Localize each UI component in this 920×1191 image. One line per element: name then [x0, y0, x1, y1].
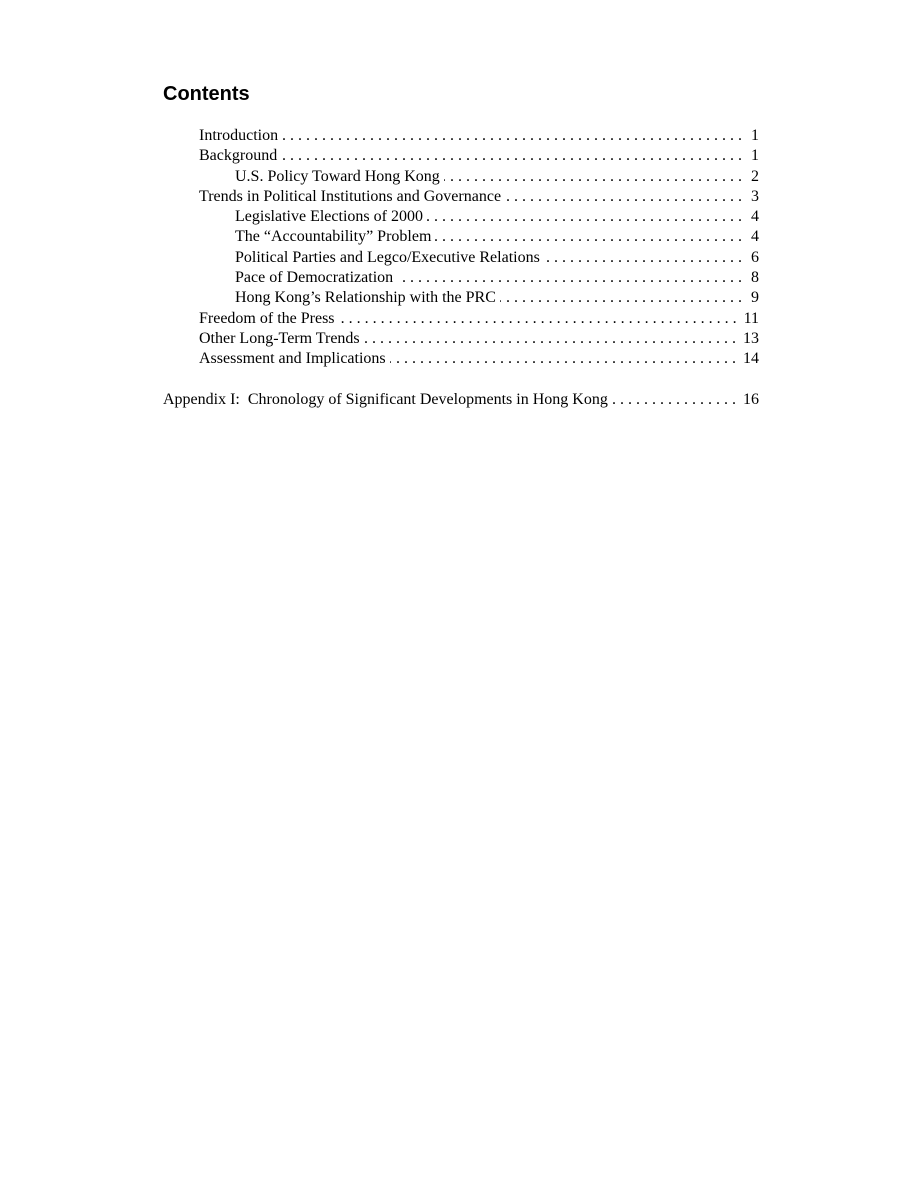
toc-entry-title: U.S. Policy Toward Hong Kong: [235, 167, 440, 185]
toc-entry-page: 4: [751, 208, 759, 226]
dot-leader: [435, 227, 742, 247]
toc-entry-title: Assessment and Implications: [199, 350, 386, 368]
toc-entry-page: 3: [751, 187, 759, 205]
dot-leader: [364, 329, 736, 349]
toc-entry-title: Hong Kong’s Relationship with the PRC: [235, 289, 496, 307]
toc-entry-title: Freedom of the Press: [199, 309, 335, 327]
toc-entry-trends-political-institutions[interactable]: [163, 187, 759, 207]
toc-entry-page: 6: [751, 248, 759, 266]
toc-entry-pace-of-democratization[interactable]: [163, 268, 759, 288]
toc-entry-relationship-with-prc[interactable]: [163, 288, 759, 308]
toc-entry-title: Introduction: [199, 127, 279, 144]
contents-heading: Contents: [163, 83, 250, 105]
dot-leader: [397, 268, 742, 288]
toc-entry-freedom-of-press[interactable]: [163, 309, 759, 329]
dot-leader: [281, 146, 742, 166]
toc-entry-page: 2: [751, 167, 759, 185]
dot-leader: [500, 288, 742, 308]
toc-entry-title: Appendix I: Chronology of Significant Developments in Hong Kong: [163, 390, 608, 408]
toc-entry-other-long-term-trends[interactable]: [163, 329, 759, 349]
dot-leader: [505, 187, 742, 207]
dot-leader: [544, 248, 742, 268]
toc-entry-page: 14: [743, 350, 759, 368]
toc-entry-page: 16: [743, 390, 759, 408]
toc-entry-accountability-problem[interactable]: [163, 227, 759, 247]
toc-entry-page: 8: [751, 269, 759, 287]
toc-entry-title: Background: [199, 147, 278, 165]
toc-entry-appendix-chronology[interactable]: [163, 390, 759, 410]
toc-entry-title: The “Accountability” Problem: [235, 228, 432, 246]
dot-leader: [427, 207, 742, 227]
toc-entry-title: Pace of Democratization: [235, 269, 394, 287]
toc-entry-introduction[interactable]: [163, 126, 759, 146]
dot-leader: [339, 309, 737, 329]
toc-entry-page: 1: [751, 147, 759, 165]
toc-entry-page: 13: [743, 329, 759, 347]
toc-entry-page: 4: [751, 228, 759, 246]
toc-entry-page: 1: [751, 127, 759, 144]
toc-entry-background[interactable]: [163, 146, 759, 166]
dot-leader: [612, 390, 736, 410]
dot-leader: [444, 167, 742, 187]
toc-entry-title: Other Long-Term Trends: [199, 329, 360, 347]
toc-entry-political-parties[interactable]: [163, 248, 759, 268]
toc-entry-title: Political Parties and Legco/Executive Relations: [235, 248, 540, 266]
dot-leader: [390, 349, 736, 369]
toc-entry-legislative-elections[interactable]: [163, 207, 759, 227]
toc-entry-page: 9: [751, 289, 759, 307]
toc-entry-assessment-implications[interactable]: [163, 349, 759, 369]
toc-entry-us-policy[interactable]: [163, 167, 759, 187]
toc-entry-title: Trends in Political Institutions and Governance: [199, 187, 502, 205]
table-of-contents: [163, 126, 759, 410]
toc-entry-title: Legislative Elections of 2000: [235, 208, 423, 226]
toc-entry-page: 11: [743, 309, 759, 327]
dot-leader: [282, 126, 742, 146]
